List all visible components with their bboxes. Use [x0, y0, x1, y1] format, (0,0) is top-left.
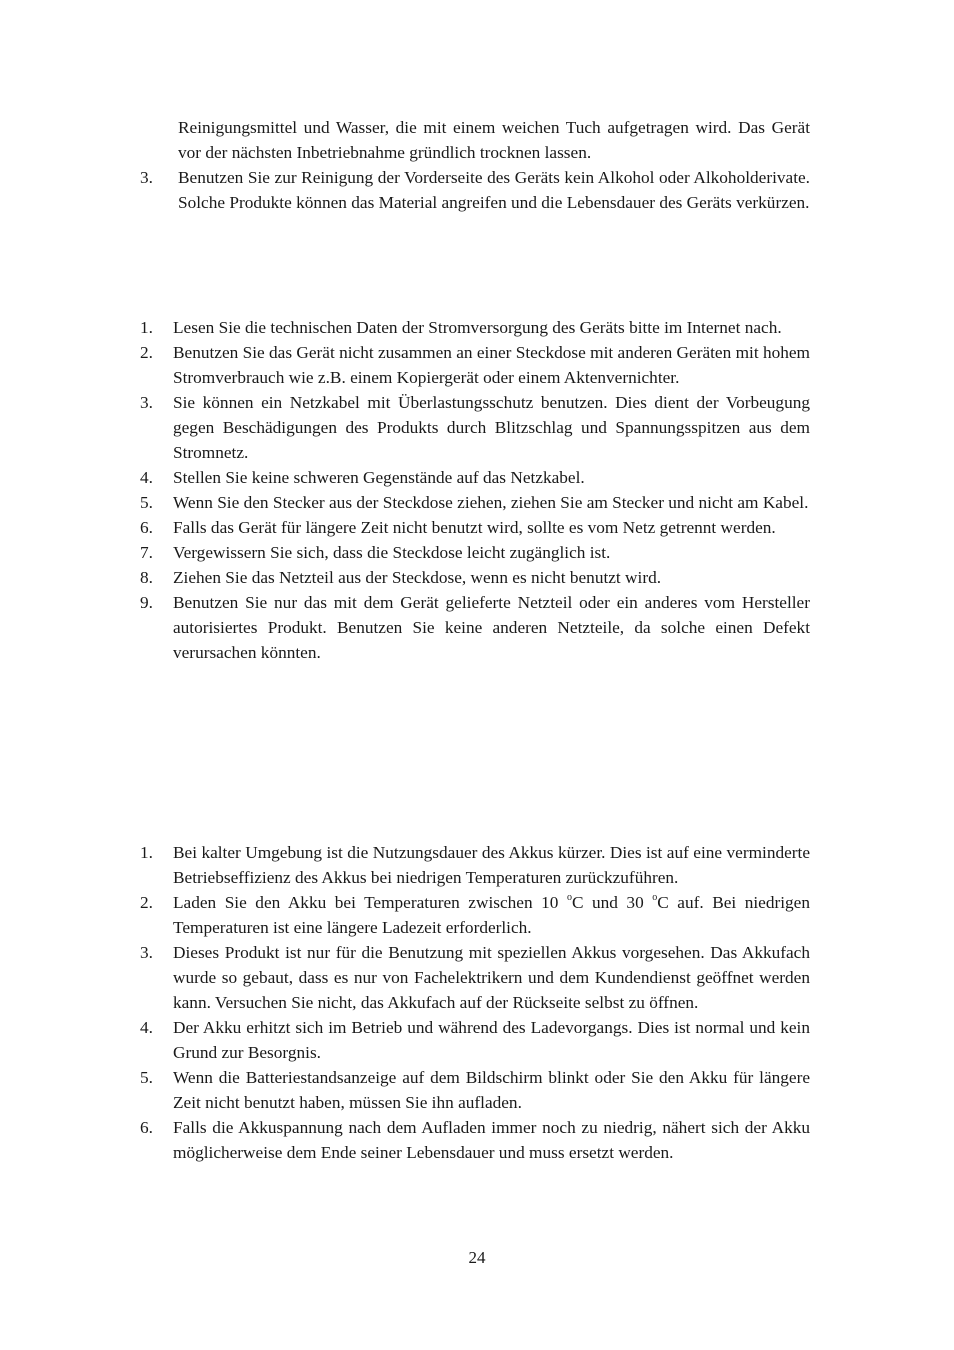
list-item-number: 5.: [140, 493, 153, 512]
list-item-text: Dieses Produkt ist nur für die Benutzung mit speziellen Akkus vorgesehen. Das Akkufach wurde so gebaut, dass es nur von Fachelektrikern und dem Kundendienst geöffnet werden kann. Versuchen Sie nicht, das Akkufach auf der Rückseite selbst zu öffnen.: [173, 943, 810, 1012]
list-item-number: 5.: [140, 1068, 153, 1087]
list-item-number: 7.: [140, 543, 153, 562]
degree-superscript: o: [566, 892, 572, 904]
list-item: [140, 465, 810, 490]
list-item: [140, 890, 810, 940]
list-item-number: 3.: [140, 168, 153, 187]
list-item-number: 3.: [140, 393, 153, 412]
list-item: [140, 390, 810, 465]
list-item-text: Falls das Gerät für längere Zeit nicht benutzt wird, sollte es vom Netz getrennt werden.: [173, 518, 776, 537]
list-item-text: Benutzen Sie zur Reinigung der Vorderseite des Geräts kein Alkohol oder Alkoholderivate. Solche Produkte können das Material angreifen und die Lebensdauer des Geräts verkürzen.: [178, 168, 810, 212]
list-item-continuation: Reinigungsmittel und Wasser, die mit einem weichen Tuch aufgetragen wird. Das Gerät vor der nächsten Inbetriebnahme gründlich trocknen lassen.: [178, 118, 810, 162]
list-item: [140, 1115, 810, 1165]
list-item-text: Benutzen Sie nur das mit dem Gerät gelieferte Netzteil oder ein anderes vom Hersteller autorisiertes Produkt. Benutzen Sie keine anderen Netzteile, da solche einen Defekt verursachen könnten.: [173, 593, 810, 662]
list-item-number: 8.: [140, 568, 153, 587]
list-item-text: Sie können ein Netzkabel mit Überlastungsschutz benutzen. Dies dient der Vorbeugung gegen Beschädigungen des Produkts durch Blitzschlag und Spannungsspitzen aus dem Stromnetz.: [173, 393, 810, 462]
list-item: [140, 540, 810, 565]
list-item-number: 2.: [140, 893, 153, 912]
battery-list: [140, 840, 810, 1165]
degree-superscript: o: [652, 892, 658, 904]
power-supply-list: [140, 315, 810, 665]
list-item-text: Lesen Sie die technischen Daten der Stromversorgung des Geräts bitte im Internet nach.: [173, 318, 782, 337]
list-item-number: 1.: [140, 843, 153, 862]
list-item-text: Stellen Sie keine schweren Gegenstände auf das Netzkabel.: [173, 468, 585, 487]
list-item-number: 4.: [140, 468, 153, 487]
cleaning-list: [140, 115, 810, 215]
list-item-text: Vergewissern Sie sich, dass die Steckdose leicht zugänglich ist.: [173, 543, 611, 562]
list-item: [140, 340, 810, 390]
list-item-number: 4.: [140, 1018, 153, 1037]
list-item-text: Bei kalter Umgebung ist die Nutzungsdauer des Akkus kürzer. Dies ist auf eine verminderte Betriebseffizienz des Akkus bei niedrigen Temperaturen zurückzuführen.: [173, 843, 810, 887]
list-item-text: [173, 893, 810, 937]
list-item: [140, 515, 810, 540]
list-item-number: 1.: [140, 318, 153, 337]
list-item-number: 6.: [140, 518, 153, 537]
list-item: [140, 565, 810, 590]
list-item: [140, 940, 810, 1015]
list-item: [140, 315, 810, 340]
list-item: [140, 840, 810, 890]
list-item-text: Falls die Akkuspannung nach dem Aufladen immer noch zu niedrig, nähert sich der Akku möglicherweise dem Ende seiner Lebensdauer und muss ersetzt werden.: [173, 1118, 810, 1162]
list-item: [140, 1015, 810, 1065]
list-item-text: Benutzen Sie das Gerät nicht zusammen an einer Steckdose mit anderen Geräten mit hohem Stromverbrauch wie z.B. einem Kopiergerät oder einem Aktenvernichter.: [173, 343, 810, 387]
text-segment: C und 30: [571, 893, 653, 912]
list-item: [140, 165, 810, 215]
list-item-number: 3.: [140, 943, 153, 962]
text-segment: Laden Sie den Akku bei Temperaturen zwischen 10: [173, 893, 567, 912]
page-number: 24: [468, 1248, 486, 1267]
text-segment: C auf. Bei niedrigen Temperaturen ist eine längere Ladezeit erforderlich.: [173, 893, 810, 937]
list-item: [140, 490, 810, 515]
list-item-text: Der Akku erhitzt sich im Betrieb und während des Ladevorgangs. Dies ist normal und kein Grund zur Besorgnis.: [173, 1018, 810, 1062]
list-item: [140, 1065, 810, 1115]
list-item-number: 6.: [140, 1118, 153, 1137]
list-item-text: Wenn Sie den Stecker aus der Steckdose ziehen, ziehen Sie am Stecker und nicht am Kabel.: [173, 493, 809, 512]
list-item-number: 2.: [140, 343, 153, 362]
list-item-text: Wenn die Batteriestandsanzeige auf dem Bildschirm blinkt oder Sie den Akku für längere Zeit nicht benutzt haben, müssen Sie ihn aufladen.: [173, 1068, 810, 1112]
list-item: [140, 590, 810, 665]
list-item-text: Ziehen Sie das Netzteil aus der Steckdose, wenn es nicht benutzt wird.: [173, 568, 662, 587]
list-item-number: 9.: [140, 593, 153, 612]
